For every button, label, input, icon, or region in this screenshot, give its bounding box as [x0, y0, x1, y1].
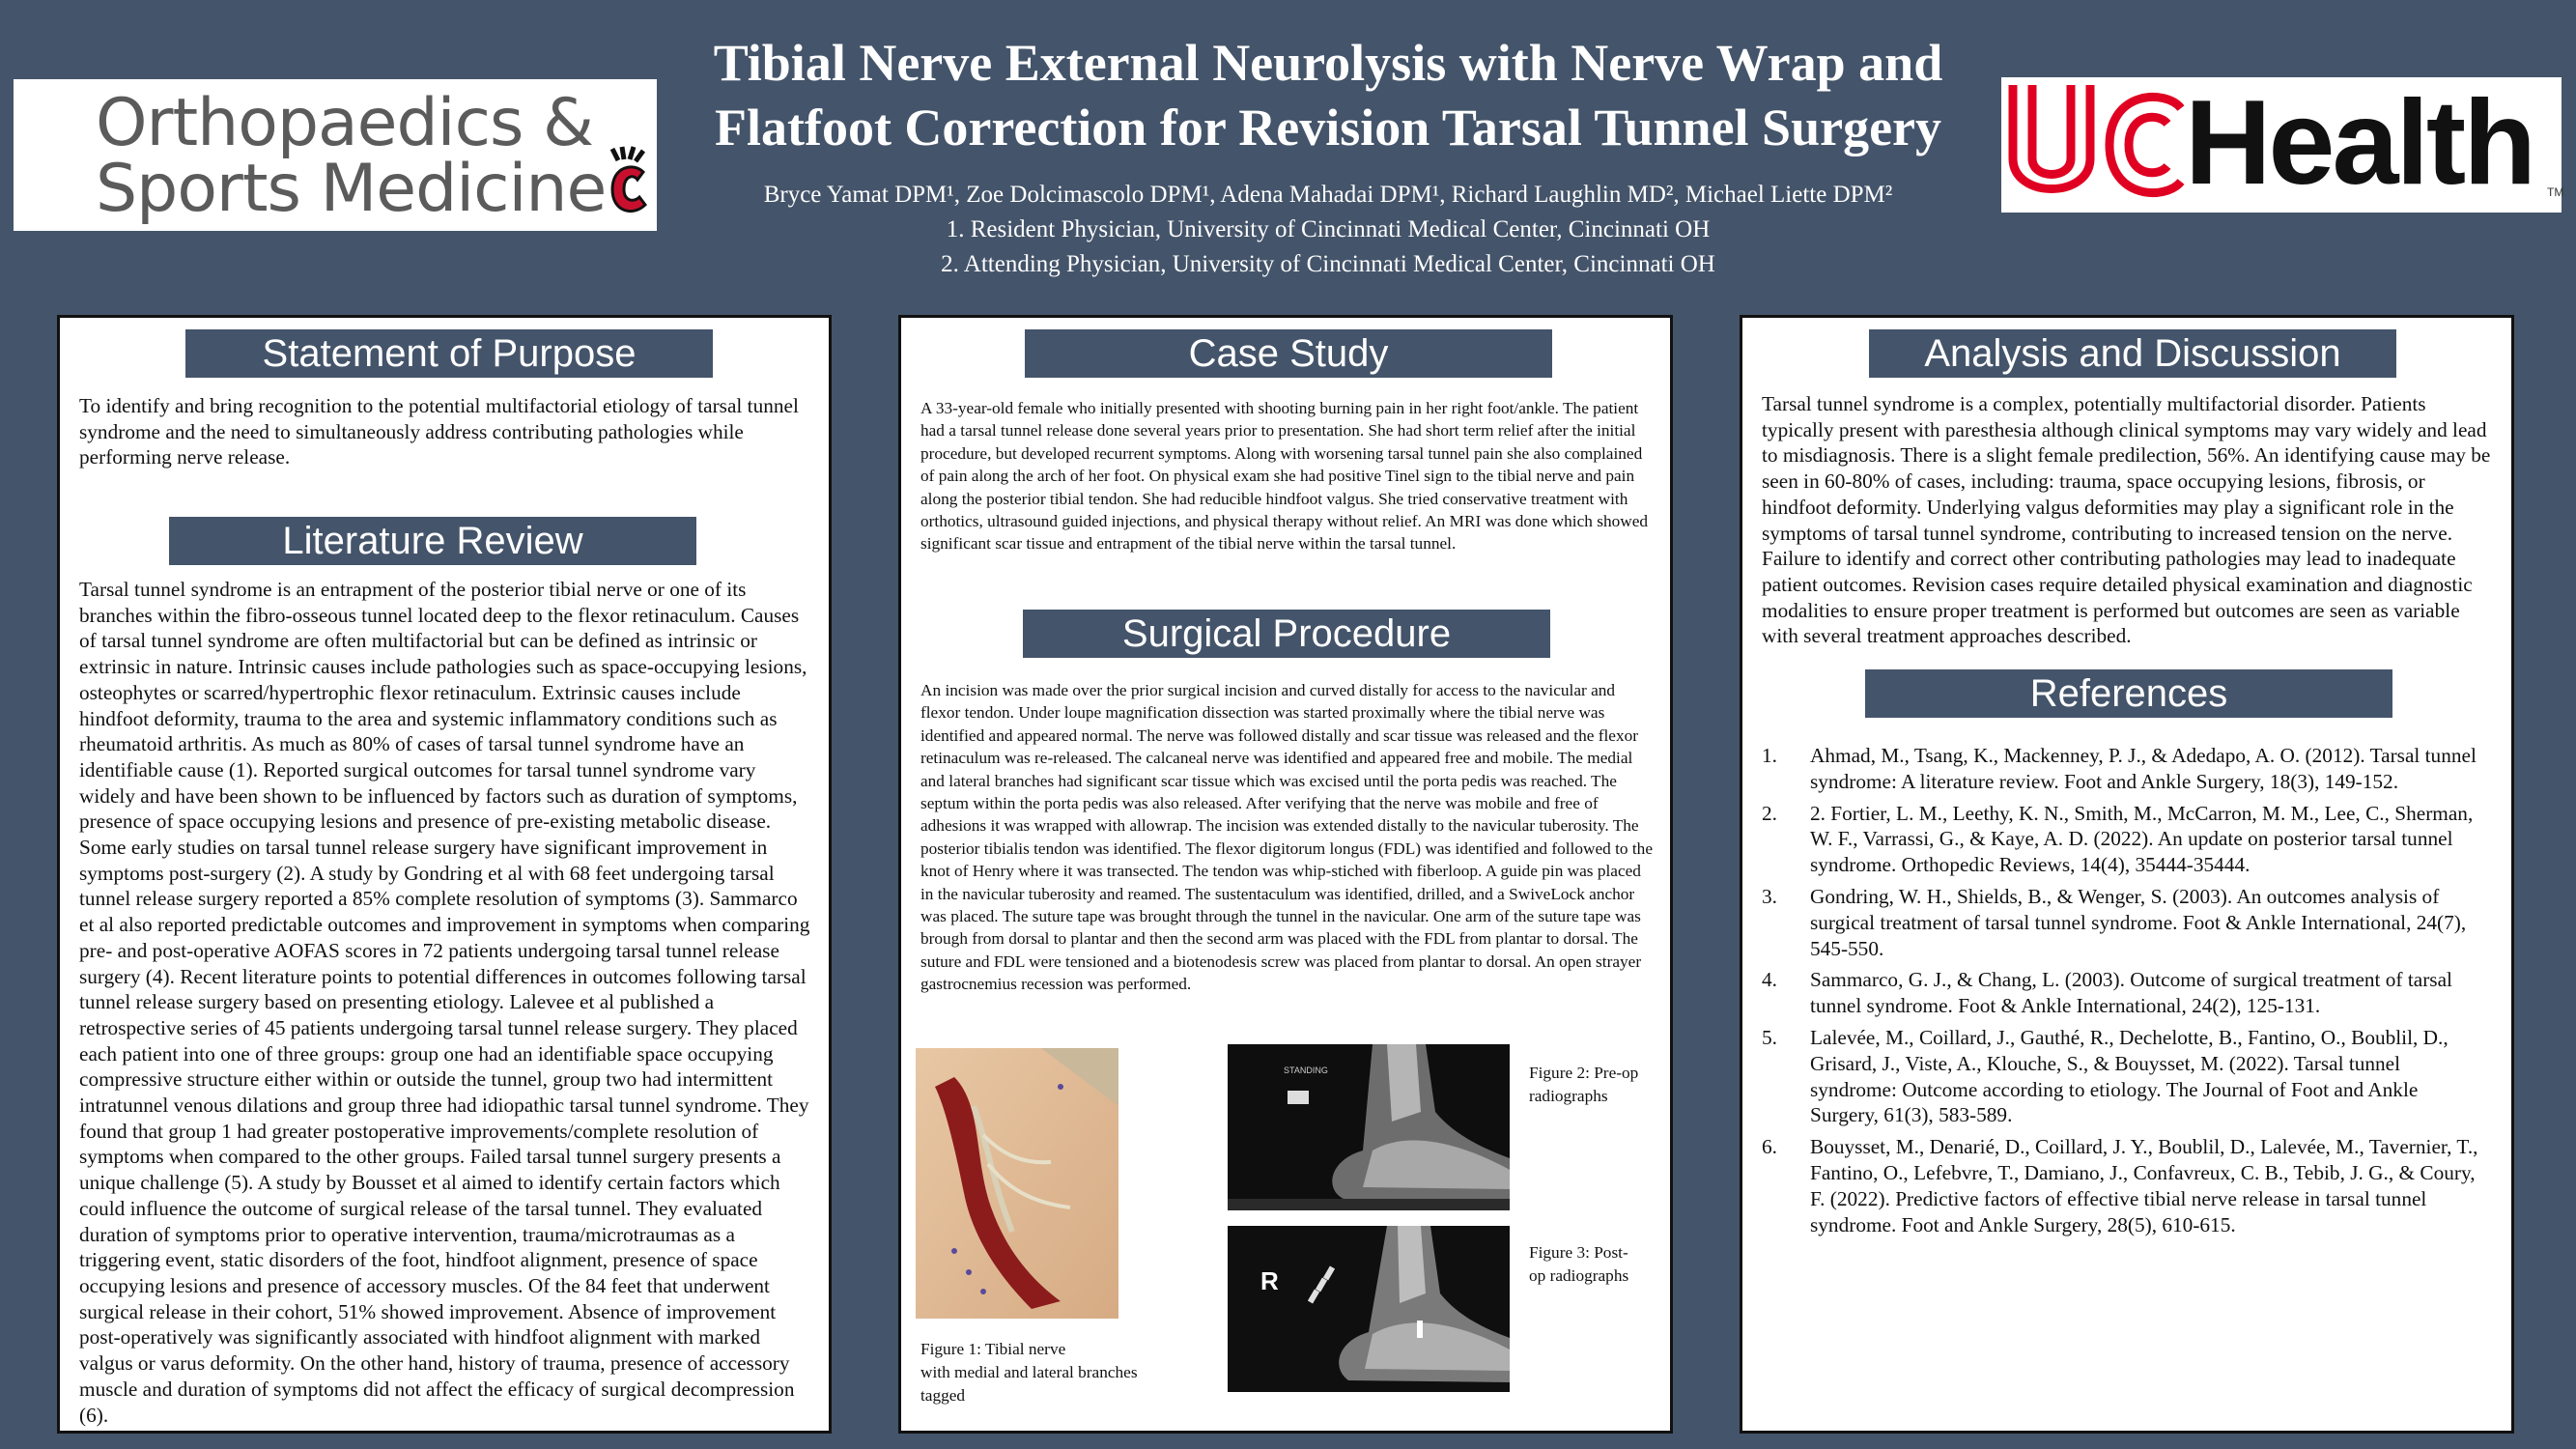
middle-panel [898, 315, 1673, 1434]
uc-health-logo [2001, 77, 2562, 213]
right-side-marker: R [1260, 1266, 1279, 1295]
postop-xray-image [1228, 1226, 1510, 1392]
figure-3-caption-line-2: op radiographs [1529, 1266, 1629, 1285]
author-block [666, 178, 1990, 282]
purpose-heading: Statement of Purpose [185, 329, 713, 378]
figure-3-caption-line-1: Figure 3: Post- [1529, 1243, 1628, 1262]
reference-item [1762, 801, 2486, 878]
left-panel [57, 315, 832, 1434]
figure-1-intraop-photo [916, 1048, 1118, 1319]
reference-item [1762, 1025, 2486, 1128]
orthopaedics-logo [14, 79, 657, 231]
logo-line-1: Orthopaedics & [96, 85, 594, 161]
reference-text: 2. Fortier, L. M., Leethy, K. N., Smith, M., McCarron, M. M., Lee, C., Sherman, W. F., Varrassi, G., & Kaye, A. D. (2022). An update on posterior tarsal tunnel syndrome. Orthopedic Reviews, 14(4), 35444-35444. [1810, 801, 2474, 877]
authors: Bryce Yamat DPM¹, Zoe Dolcimascolo DPM¹, Adena Mahadai DPM¹, Richard Laughlin MD², Michael Liette DPM² [763, 182, 1893, 208]
case-study-text: A 33-year-old female who initially presented with shooting burning pain in her right foot/ankle. The patient had a tarsal tunnel release done several years prior to presentation. She had short term relief after the initial procedure, but developed recurrent symptoms. Along with worsening tarsal tunnel pain she also complained of pain along the arch of her foot. On physical exam she had positive Tinel sign to the tibial nerve and pain along the posterior tibial tendon. She had reducible hindfoot valgus. She tried conservative treatment with orthotics, ultrasound guided injections, and physical therapy without relief. An MRI was done which showed significant scar tissue and entrapment of the tibial nerve within the tarsal tunnel. [920, 399, 1649, 554]
analysis-heading: Analysis and Discussion [1869, 329, 2396, 378]
title-line-1: Tibial Nerve External Neurolysis with Nerve Wrap and [713, 34, 1943, 92]
reference-item [1762, 884, 2486, 961]
affiliation-1: 1. Resident Physician, University of Cincinnati Medical Center, Cincinnati OH [946, 216, 1711, 242]
reference-number: 5. [1762, 1025, 1777, 1049]
reference-number: 3. [1762, 884, 1777, 908]
uc-logo-icon [2003, 79, 2196, 211]
reference-item [1762, 967, 2486, 1019]
references-list [1762, 743, 2486, 1243]
analysis-text: Tarsal tunnel syndrome is a complex, potentially multifactorial disorder. Patients typically present with paresthesia although clinical symptoms may vary widely and lead to misdiagnosis. There is a slight female predilection, 56%. An identifying cause may be seen in 60-80% of cases, including: trauma, space occupying lesions, fibrosis, or hindfoot deformity. Underlying valgus deformities may play a significant role in the symptoms of tarsal tunnel syndrome, contributing to increased tension on the nerve. Failure to identify and correct other contributing pathologies may lead to inadequate patient outcomes. Revision cases require detailed physical examination and diagnostic modalities to ensure proper treatment is performed but outcomes are seen as variable with several treatment approaches described. [1762, 392, 2491, 648]
reference-number: 2. [1762, 801, 1777, 825]
literature-heading: Literature Review [169, 517, 696, 565]
reference-number: 6. [1762, 1135, 1777, 1159]
figure-2-caption-line-2: radiographs [1529, 1087, 1608, 1105]
reference-text: Gondring, W. H., Shields, B., & Wenger, S. (2003). An outcomes analysis of surgical treatment of tarsal tunnel syndrome. Foot & Ankle International, 24(7), 545-550. [1810, 884, 2467, 960]
reference-text: Ahmad, M., Tsang, K., Mackenney, P. J., & Adedapo, A. O. (2012). Tarsal tunnel syndrome: A literature review. Foot and Ankle Surgery, 18(3), 149-152. [1810, 744, 2477, 793]
literature-text: Tarsal tunnel syndrome is an entrapment of the posterior tibial nerve or one of its branches within the fibro-osseous tunnel located deep to the flexor retinaculum. Causes of tarsal tunnel syndrome are often multifactorial but can be defined as intrinsic or extrinsic in nature. Intrinsic causes include pathologies such as space-occupying lesions, osteophytes or scarred/hypertrophic flexor retinaculum. Extrinsic causes include hindfoot deformity, trauma to the area and systemic inflammatory conditions such as rheumatoid arthritis. As much as 80% of cases of tarsal tunnel syndrome have an identifiable cause (1). Reported surgical outcomes for tarsal tunnel syndrome vary widely and have been shown to be influenced by factors such as duration of symptoms, presence of space occupying lesions and presence of pre-existing metabolic disease. Some early studies on tarsal tunnel release surgery have significant improvement in symptoms post-surgery (2). A study by Gondring et al with 68 feet undergoing tarsal tunnel release surgery reported a 85% complete resolution of symptoms (3). Sammarco et al also reported predictable outcomes and improvement in symptoms when comparing pre- and post-operative AOFAS scores in 72 patients undergoing tarsal tunnel release surgery (4). Recent literature points to potential differences in outcomes following tarsal tunnel release surgery based on presenting etiology. Lalevee et al published a retrospective series of 45 patients undergoing tarsal tunnel release surgery. They placed each patient into one of three groups: group one had an identifiable space occupying compressive structure either within or outside the tunnel, group two had intermittent intratunnel venous dilations and group three had idiopathic tarsal tunnel syndrome. They found that group 1 had greater postoperative improvements/complete resolution of symptoms when compared to the other groups. Failed tarsal tunnel surgery presents a unique challenge (5). A study by Bousset et al aimed to identify certain factors which could influence the outcome of surgical release of the tarsal tunnel. They evaluated duration of symptoms prior to operative intervention, trauma/microtraumas as a triggering event, static disorders of the foot, hindfoot alignment, presence of space occupying lesions and presence of accessory muscles. Of the 84 feet that underwent surgical release in their cohort, 51% showed improvement. Absence of improvement post-operatively was significantly associated with hindfoot alignment with marked valgus or varus deformity. On the other hand, history of trauma, presence of accessory muscle and duration of symptoms did not affect the efficacy of surgical decompression (6). [79, 578, 810, 1427]
figure-3-postop-radiograph [1228, 1226, 1510, 1392]
figure-2-preop-radiograph [1228, 1044, 1510, 1210]
title-line-2: Flatfoot Correction for Revision Tarsal Tunnel Surgery [714, 99, 1942, 156]
reference-text: Bouysset, M., Denarié, D., Coillard, J. Y., Boublil, D., Lalevée, M., Tavernier, T., Fantino, O., Lefebvre, T., Damiano, J., Confavreux, C. B., Tebib, J. G., & Coury, F. (2022). Predictive factors of effective tibial nerve release in tarsal tunnel syndrome. Foot and Ankle Surgery, 28(5), 610-615. [1810, 1135, 2478, 1236]
purpose-text: To identify and bring recognition to the potential multifactorial etiology of tarsal tunnel syndrome and the need to simultaneously address contributing pathologies while performing nerve release. [79, 394, 799, 469]
health-wordmark: Health [2185, 76, 2534, 210]
surgical-heading: Surgical Procedure [1023, 610, 1550, 658]
trademark-mark: TM [2547, 185, 2564, 199]
reference-text: Lalevée, M., Coillard, J., Gauthé, R., Dechelotte, B., Fantino, O., Boublil, D., Grisard, J., Viste, A., Klouche, S., & Bouysset, M. (2022). Tarsal tunnel syndrome: Outcome according to etiology. The Journal of Foot and Ankle Surgery, 61(3), 583-589. [1810, 1025, 2449, 1127]
figure-1-caption-line-1: Figure 1: Tibial nerve [920, 1340, 1066, 1358]
right-panel [1740, 315, 2514, 1434]
figure-2-caption [1529, 1062, 1664, 1108]
reference-item [1762, 743, 2486, 795]
cincinnati-c-icon [607, 147, 649, 218]
affiliation-2: 2. Attending Physician, University of Cincinnati Medical Center, Cincinnati OH [941, 251, 1715, 277]
references-heading: References [1865, 669, 2392, 718]
preop-xray-image [1228, 1044, 1510, 1210]
case-study-heading: Case Study [1025, 329, 1552, 378]
reference-number: 1. [1762, 744, 1777, 767]
reference-number: 4. [1762, 968, 1777, 992]
figure-2-caption-line-1: Figure 2: Pre-op [1529, 1064, 1639, 1082]
reference-item [1762, 1134, 2486, 1237]
figure-3-caption [1529, 1241, 1664, 1288]
figure-1-caption-line-2: with medial and lateral branches [920, 1363, 1138, 1381]
logo-line-2: Sports Medicine [96, 151, 607, 227]
figure-1-caption [920, 1338, 1191, 1407]
surgical-photo-image [916, 1048, 1118, 1319]
figure-1-caption-line-3: tagged [920, 1386, 966, 1405]
standing-marker: STANDING [1284, 1065, 1328, 1075]
surgical-text: An incision was made over the prior surgical incision and curved distally for access to the navicular and flexor tendon. Under loupe magnification dissection was started proximally where the tibial nerve was identified and appeared normal. The nerve was followed distally and scar tissue was released and the flexor retinaculum was re-released. The calcaneal nerve was identified and appeared free and mobile. The medial and lateral branches had significant scar tissue which was excised until the porta pedis was reached. The septum within the porta pedis was also released. After verifying that the nerve was mobile and free of adhesions it was wrapped with allowrap. The incision was extended distally to the navicular tuberosity. The posterior tibialis tendon was identified. The flexor digitorum longus (FDL) was identified and followed to the knot of Henry where it was transected. The tendon was whip-stiched with fiberloop. A guide pin was placed in the navicular tuberosity and reamed. The sustentaculum was identified, drilled, and a SwiveLock anchor was placed. The suture tape was brought through the tunnel in the navicular. One arm of the suture tape was brough from dorsal to plantar and then the second arm was placed with the FDL from plantar to dorsal. The suture and FDL were tensioned and a biotenodesis screw was placed from plantar to dorsal. An open strayer gastrocnemius recession was performed. [920, 681, 1653, 994]
poster-title [666, 31, 1990, 160]
reference-text: Sammarco, G. J., & Chang, L. (2003). Outcome of surgical treatment of tarsal tunnel syndrome. Foot & Ankle International, 24(2), 125-131. [1810, 968, 2452, 1018]
